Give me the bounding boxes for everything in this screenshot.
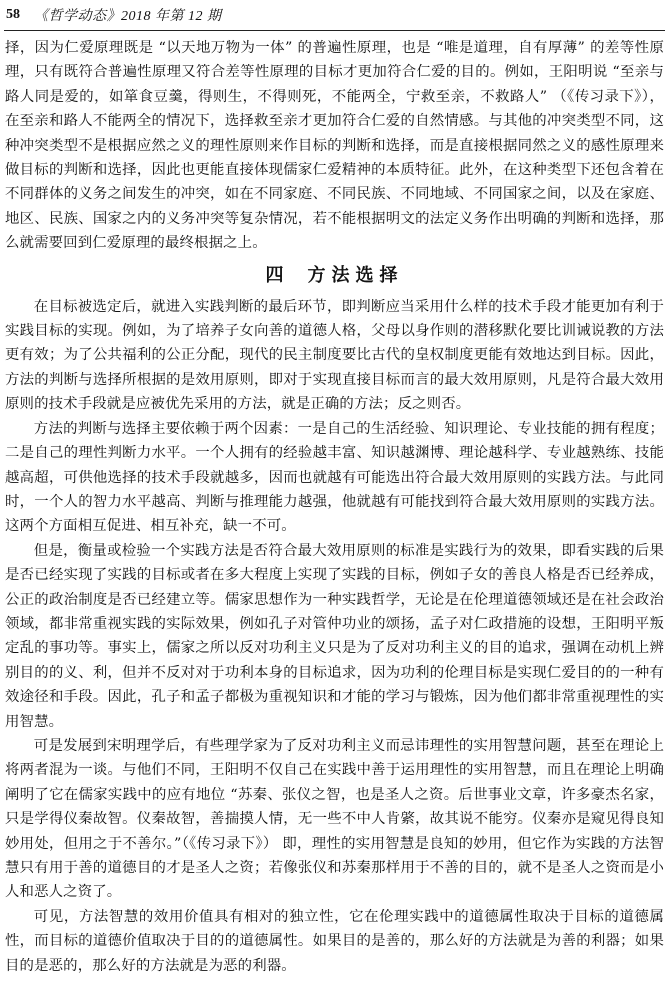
section-heading (5, 263, 664, 289)
section-title: 方法选择 (307, 264, 404, 286)
paragraph: 在目标被选定后，就进入实践判断的最后环节，即判断应当采用什么样的技术手段才能更加有利于实践目标的实现。例如，为了培养子女向善的道德人格，父母以身作则的潜移默化要比训诫说教的方法更有效；为了公共福利的公正分配，现代的民主制度要比古代的皇权制度更能有效地达到目标。因此，方法的判断与选择所根据的是效用原则，即对于实现直接目标而言的最大效用原则，凡是符合最大效用原则的技术手段就是应被优先采用的方法，就是正确的方法；反之则否。 (5, 298, 664, 413)
article-body (5, 36, 664, 978)
paragraph: 方法的判断与选择主要依赖于两个因素：一是自己的生活经验、知识理论、专业技能的拥有程度；二是自己的理性判断力水平。一个人拥有的经验越丰富、知识越渊博、理论越科学、专业越熟练、技能越高超，可供他选择的技术手段就越多，因而也就越有可能选出符合最大效用原则的实践方法。与此同时，一个人的智力水平越高、判断与推理能力越强，他就越有可能找到符合最大效用原则的实践方法。这两个方面相互促进、相互补充，缺一不可。 (5, 420, 664, 535)
journal-title: 《哲学动态》2018 年第 12 期 (34, 9, 222, 24)
header-rule (4, 30, 665, 31)
section-number: 四 (265, 264, 290, 286)
page-number: 58 (6, 7, 20, 22)
page-header (6, 2, 663, 28)
paragraph: 择，因为仁爱原理既是 “以天地万物为一体” 的普遍性原理，也是 “唯是道理，自有厚薄” 的差等性原理，只有既符合普遍性原理又符合差等性原理的目标才更加符合仁爱的目的。例如，王阳明说 “至亲与路人同是爱的，如箪食豆羹，得则生，不得则死，不能两全，宁救至亲，不救路人” （《传习录下》），在至亲和路人不能两全的情况下，选择救至亲才更加符合仁爱的自然情感。与其他的冲突类型不同，这种冲突类型不是根据应然之义的理性原则来作目标的判断和选择，而是直接根据同然之义的感性原理来做目标的判断和选择，因此也更能直接体现儒家仁爱精神的本质特征。此外，在这种类型下还包含着在不同群体的义务之间发生的冲突，如在不同家庭、不同民族、不同地域、不同国家之间，以及在家庭、地区、民族、国家之内的义务冲突等复杂情况，若不能根据明文的法定义务作出明确的判断和选择，那么就需要回到仁爱原理的最终根据之上。 (5, 40, 664, 252)
paragraph: 可是发展到宋明理学后，有些理学家为了反对功利主义而忌讳理性的实用智慧问题，甚至在理论上将两者混为一谈。与他们不同，王阳明不仅自己在实践中善于运用理性的实用智慧，而且在理论上明确阐明了它在儒家实践中的应有地位 “苏秦、张仪之智，也是圣人之资。后世事业文章，许多豪杰名家，只是学得仪秦故智。仪秦故智，善揣摸人情，无一些不中人肯綮，故其说不能穷。仪秦亦是窥见得良知妙用处，但用之于不善尔。”（《传习录下》） 即，理性的实用智慧是良知的妙用，但它作为实践的方法智慧只有用于善的道德目的才是圣人之资；若像张仪和苏秦那样用于不善的目的，就不是圣人之资而是小人和恶人之资了。 (5, 737, 664, 901)
paragraph: 但是，衡量或检验一个实践方法是否符合最大效用原则的标准是实践行为的效果，即看实践的后果是否已经实现了实践的目标或者在多大程度上实现了实践的目标，例如子女的善良人格是否已经养成，公正的政治制度是否已经建立等。儒家思想作为一种实践哲学，无论是在伦理道德领域还是在社会政治领域，都非常重视实践的实际效果，例如孔子对管仲功业的颂扬，孟子对仁政措施的设想，王阳明平叛定乱的事功等。事实上，儒家之所以反对功利主义只是为了反对功利主义的目的追求，强调在动机上辨别目的的义、利，但并不反对对于功利本身的目标追求，因为功利的伦理目标是实现仁爱目的的一种有效途径和手段。因此，孔子和孟子都极为重视知识和才能的学习与锻炼，因为他们都非常重视理性的实用智慧。 (5, 542, 664, 730)
paragraph: 可见，方法智慧的效用价值具有相对的独立性，它在伦理实践中的道德属性取决于目标的道德属性，而目标的道德价值取决于目的的道德属性。如果目的是善的，那么好的方法就是为善的利器；如果目的是恶的，那么好的方法就是为恶的利器。 (5, 908, 664, 974)
